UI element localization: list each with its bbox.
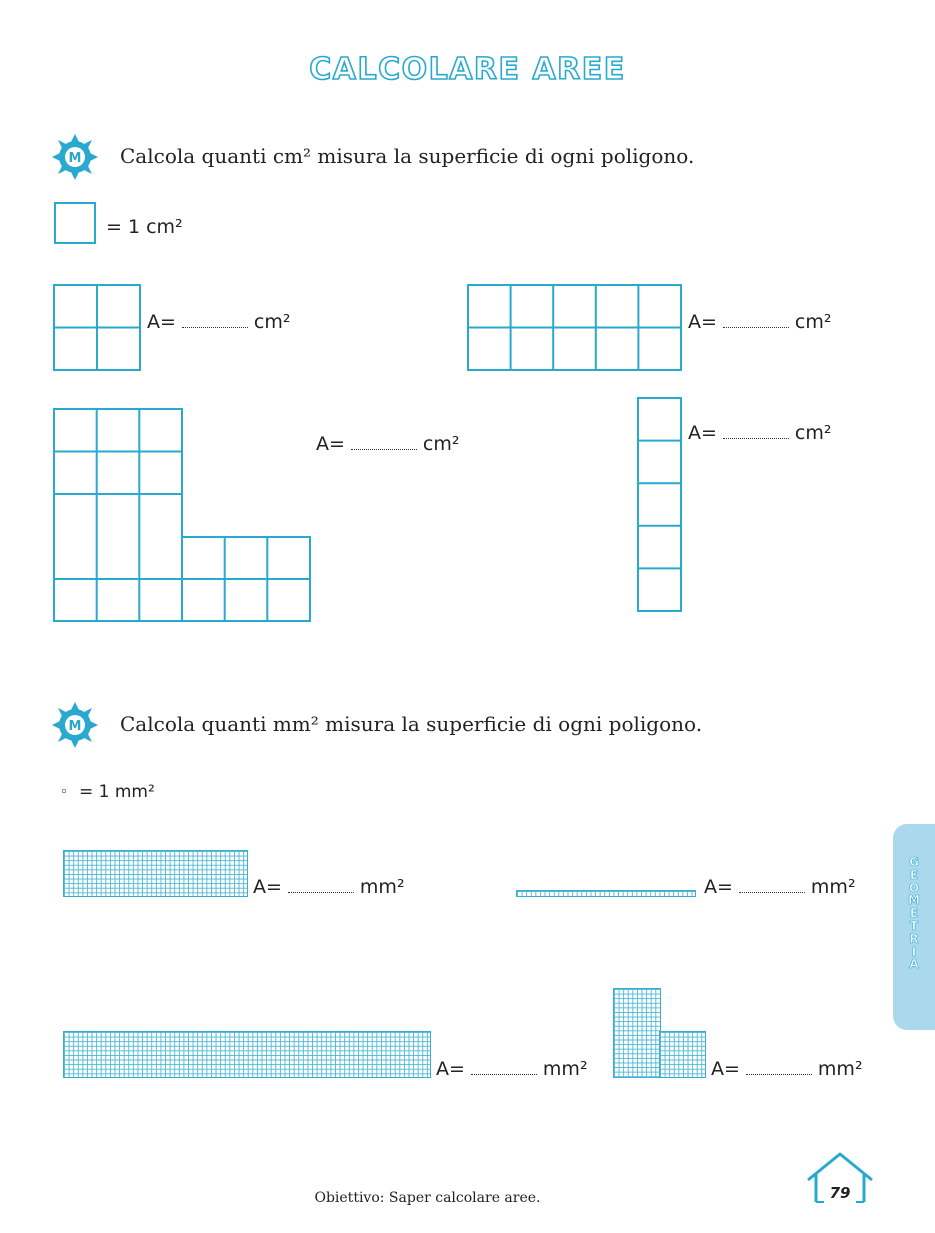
- answer-mm-3: [436, 1058, 588, 1080]
- section-tab-letter: E: [909, 906, 919, 921]
- activity-badge-icon: [52, 134, 98, 180]
- unit-square-mm: [62, 789, 66, 793]
- answer-prefix: A=: [704, 876, 733, 898]
- section-tab-letter: E: [909, 867, 919, 882]
- shape-rectangle-5x2: [467, 284, 683, 372]
- section-tab-letter: T: [909, 918, 919, 933]
- answer-unit: cm²: [253, 311, 291, 333]
- answer-unit: cm²: [794, 311, 832, 333]
- page-number: 79: [829, 1184, 851, 1202]
- mm-shape-3: [63, 1031, 431, 1078]
- answer-prefix: A=: [688, 422, 717, 444]
- answer-blank[interactable]: [739, 890, 805, 893]
- section-tab-letter: O: [908, 880, 920, 895]
- answer-prefix: A=: [147, 311, 176, 333]
- answer-blank[interactable]: [288, 890, 354, 893]
- answer-cm-3: [316, 433, 460, 455]
- answer-prefix: A=: [316, 433, 345, 455]
- mm-shape-1: [63, 850, 248, 897]
- objective-text: Obiettivo: Saper calcolare aree.: [314, 1190, 541, 1206]
- instruction-mm: Calcola quanti mm² misura la superficie di ogni poligono.: [120, 712, 703, 736]
- section-tab-letter: A: [909, 957, 919, 972]
- section-tab-letter: R: [909, 931, 919, 946]
- badge-letter: M: [68, 151, 82, 166]
- shape-l: [53, 408, 313, 624]
- answer-prefix: A=: [436, 1058, 465, 1080]
- answer-prefix: A=: [688, 311, 717, 333]
- shape-column-1x5: [637, 397, 683, 613]
- answer-unit: mm²: [817, 1058, 863, 1080]
- answer-cm-2: [688, 311, 832, 333]
- instruction-cm: Calcola quanti cm² misura la superficie di ogni poligono.: [120, 144, 695, 168]
- mm-shape-4-lower: [659, 1031, 706, 1078]
- answer-mm-2: [704, 876, 856, 898]
- answer-blank[interactable]: [723, 436, 789, 439]
- answer-blank[interactable]: [746, 1072, 812, 1075]
- answer-blank[interactable]: [471, 1072, 537, 1075]
- answer-cm-1: [147, 311, 291, 333]
- legend-cm: = 1 cm²: [106, 216, 183, 238]
- answer-blank[interactable]: [182, 325, 248, 328]
- answer-prefix: A=: [711, 1058, 740, 1080]
- answer-unit: mm²: [542, 1058, 588, 1080]
- mm-shape-4-upper: [613, 988, 661, 1078]
- mm-shape-2: [516, 890, 696, 897]
- answer-unit: mm²: [359, 876, 405, 898]
- answer-unit: mm²: [810, 876, 856, 898]
- section-tab-letter: M: [908, 893, 920, 908]
- section-tab-letter: I: [911, 944, 917, 959]
- badge-letter: M: [68, 719, 82, 734]
- section-tab-label: [904, 856, 924, 971]
- answer-blank[interactable]: [723, 325, 789, 328]
- answer-blank[interactable]: [351, 447, 417, 450]
- page-number-badge: [800, 1148, 880, 1212]
- legend-mm: = 1 mm²: [79, 782, 155, 802]
- answer-mm-4: [711, 1058, 863, 1080]
- answer-mm-1: [253, 876, 405, 898]
- page-title: CALCOLARE AREE: [309, 52, 626, 87]
- answer-prefix: A=: [253, 876, 282, 898]
- answer-unit: cm²: [794, 422, 832, 444]
- answer-cm-4: [688, 422, 832, 444]
- answer-unit: cm²: [422, 433, 460, 455]
- activity-badge-icon: [52, 702, 98, 748]
- shape-square-2x2: [53, 284, 143, 372]
- section-tab-letter: G: [909, 855, 919, 869]
- unit-square-cm: [54, 202, 96, 244]
